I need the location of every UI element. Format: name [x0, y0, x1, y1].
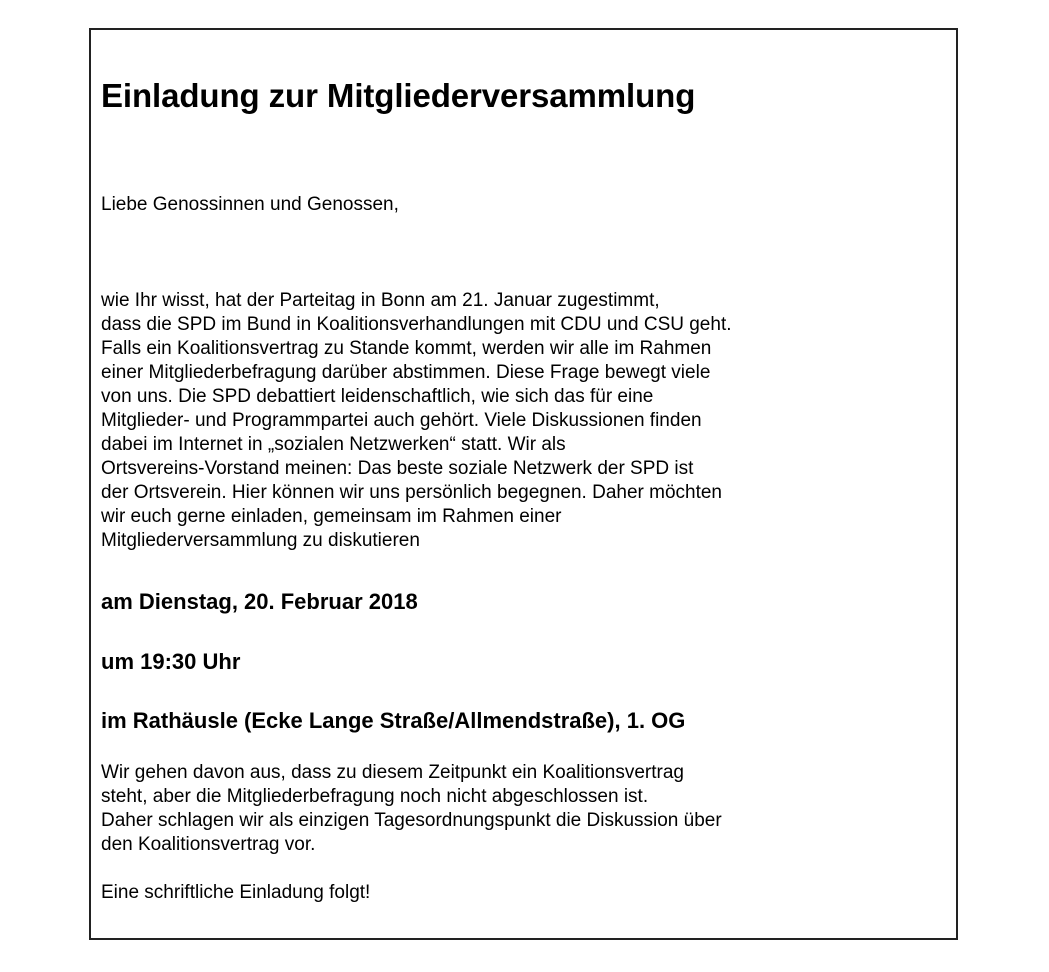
body-line: Mitgliederversammlung zu diskutieren [101, 530, 420, 551]
body-paragraph [101, 289, 732, 553]
body-line: wir euch gerne einladen, gemeinsam im Rahmen einer [101, 506, 562, 527]
closing-line: Daher schlagen wir als einzigen Tagesordnungspunkt die Diskussion über [101, 810, 722, 831]
closing-line: Wir gehen davon aus, dass zu diesem Zeitpunkt ein Koalitionsvertrag [101, 762, 684, 783]
body-line: Falls ein Koalitionsvertrag zu Stande kommt, werden wir alle im Rahmen [101, 338, 712, 359]
event-time: um 19:30 Uhr [101, 649, 241, 674]
final-note: Eine schriftliche Einladung folgt! [101, 882, 371, 903]
body-line: der Ortsverein. Hier können wir uns persönlich begegnen. Daher möchten [101, 482, 722, 503]
body-line: von uns. Die SPD debattiert leidenschaftlich, wie sich das für eine [101, 386, 654, 407]
body-line: dass die SPD im Bund in Koalitionsverhandlungen mit CDU und CSU geht. [101, 314, 732, 335]
body-line: einer Mitgliederbefragung darüber abstimmen. Diese Frage bewegt viele [101, 362, 711, 383]
event-location: im Rathäusle (Ecke Lange Straße/Allmendstraße), 1. OG [101, 708, 686, 733]
event-date: am Dienstag, 20. Februar 2018 [101, 589, 418, 614]
body-line: Ortsvereins-Vorstand meinen: Das beste soziale Netzwerk der SPD ist [101, 458, 694, 479]
body-line: wie Ihr wisst, hat der Parteitag in Bonn am 21. Januar zugestimmt, [101, 290, 660, 311]
closing-line: den Koalitionsvertrag vor. [101, 834, 316, 855]
body-line: dabei im Internet in „sozialen Netzwerken“ statt. Wir als [101, 434, 566, 455]
closing-line: steht, aber die Mitgliederbefragung noch nicht abgeschlossen ist. [101, 786, 649, 807]
document-title: Einladung zur Mitgliederversammlung [101, 77, 696, 114]
salutation: Liebe Genossinnen und Genossen, [101, 194, 399, 215]
body-line: Mitglieder- und Programmpartei auch gehört. Viele Diskussionen finden [101, 410, 702, 431]
closing-paragraph [101, 761, 722, 857]
